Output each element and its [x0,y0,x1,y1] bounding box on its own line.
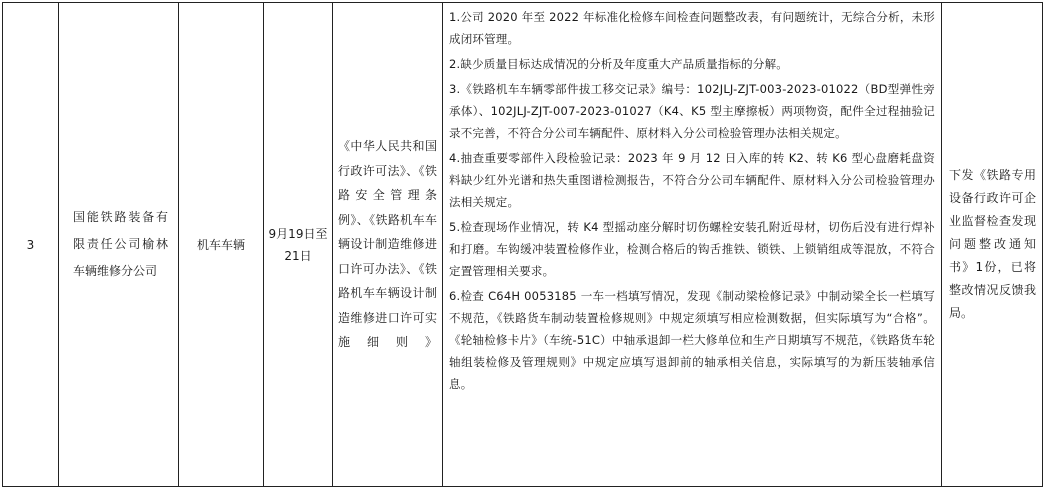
legal-basis: 《中华人民共和国行政许可法》、《铁路安全管理条例》、《铁路机车车辆设计制造维修进口许可办法》、《铁路机车车辆设计制造维修进口许可实施细则》 [333,3,443,487]
table-row [3,3,1043,487]
inspected-unit: 国能铁路装备有限责任公司榆林车辆维修分公司 [59,3,179,487]
row-number: 3 [3,3,59,487]
issues-found [443,3,942,487]
issue-item: 2.缺少质量目标达成情况的分析及年度重大产品质量指标的分解。 [449,57,788,71]
issue-item: 3.《铁路机车车辆零部件拔工移交记录》编号：102JLJ-ZJT-003-2023-01022（BD型弹性旁承体）、102JLJ-ZJT-007-2023-01027（K4、K5 型主摩擦板）两项物资，配件全过程抽验记录不完善，不符合分公司车辆配件、原材料入分公司检验管理办法相关规定。 [449,82,935,140]
inspection-date-text: 9月19日至21日 [268,226,328,263]
issue-item: 4.抽查重要零部件入段检验记录：2023 年 9 月 12 日入库的转 K2、转 K6 型心盘磨耗盘资料缺少红外光谱和热失重图谱检测报告，不符合分公司车辆配件、原材料入分公司检验管理办法相关规定。 [449,151,935,209]
inspection-date [264,3,333,487]
inspection-table [2,2,1043,487]
inspection-category: 机车车辆 [179,3,264,487]
issue-item: 6.检查 C64H 0053185 一车一档填写情况，发现《制动梁检修记录》中制动梁全长一栏填写不规范，《铁路货车制动装置检修规则》中规定须填写相应检测数据，但实际填写为“合格”。《轮轴检修卡片》（车统-51C）中轴承退卸一栏大修单位和生产日期填写不规范，《铁路货车轮轴组装检修及管理规则》中规定应填写退卸前的轴承相关信息，实际填写的为新压装轴承信息。 [449,289,935,391]
issue-item: 5.检查现场作业情况，转 K4 型摇动座分解时切伤螺栓安装孔附近母材，切伤后没有进行焊补和打磨。车钩缓冲装置检修作业，检测合格后的钩舌推铁、锁铁、上锁销组成等混放，不符合定置管理相关要求。 [449,220,935,278]
issue-item: 1.公司 2020 年至 2022 年标准化检修车间检查问题整改表，有问题统计，无综合分析，未形成闭环管理。 [449,10,935,46]
handling-result: 下发《铁路专用设备行政许可企业监督检查发现问题整改通知书》1份，已将整改情况反馈我局。 [942,3,1043,487]
